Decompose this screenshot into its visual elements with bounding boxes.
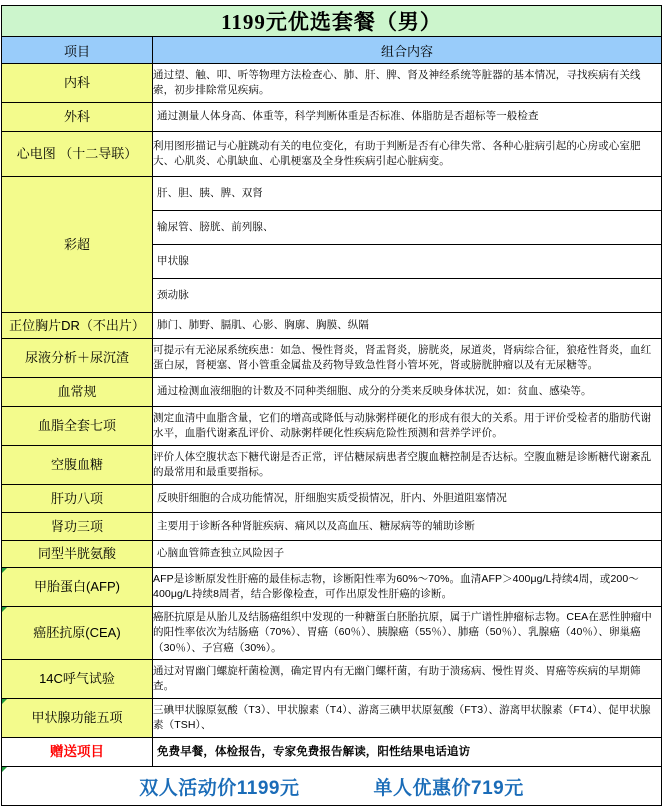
item-label: 甲状腺功能五项	[2, 699, 153, 738]
item-description: 癌胚抗原是从胎儿及结肠癌组织中发现的一种糖蛋白胚胎抗原，属于广谱性肿瘤标志物。CEA在恶性肿瘤中的阳性率依次为结肠癌（70%）、胃癌（60％）、胰腺癌（55％）、肺癌（50％）、乳腺癌（40％）、卵巢癌（30％）、子宫癌（30%）。	[153, 607, 662, 660]
table-row	[2, 513, 662, 541]
title-row	[2, 6, 662, 37]
package-table	[1, 5, 662, 806]
item-label: 外科	[2, 103, 153, 132]
table-row	[2, 177, 662, 211]
package-table-body	[2, 6, 662, 806]
item-label: 空腹血糖	[2, 446, 153, 485]
table-row-gift	[2, 738, 662, 767]
footer-row	[2, 767, 662, 806]
item-label: 14C呼气试验	[2, 660, 153, 699]
item-label: 心电图 （十二导联）	[2, 132, 153, 177]
table-row	[2, 485, 662, 513]
item-subdescription: 甲状腺	[153, 245, 662, 279]
column-header-content: 组合内容	[153, 37, 662, 64]
item-description: 评价人体空腹状态下糖代谢是否正常，评估糖尿病患者空腹血糖控制是否达标。空腹血糖是诊断糖代谢紊乱的最常用和最重要指标。	[153, 446, 662, 485]
item-label: 血常规	[2, 378, 153, 407]
table-row	[2, 313, 662, 339]
item-label: 血脂全套七项	[2, 407, 153, 446]
item-description: 通过测量人体身高、体重等，科学判断体重是否标准、体脂肪是否超标等一般检查	[153, 103, 662, 132]
table-row	[2, 446, 662, 485]
item-label: 甲胎蛋白(AFP)	[2, 568, 153, 607]
gift-item-label: 赠送项目	[2, 738, 153, 767]
price-single: 单人优惠价719元	[373, 777, 524, 799]
table-row	[2, 568, 662, 607]
table-row	[2, 541, 662, 568]
item-description: 通过望、触、叩、听等物理方法检查心、肺、肝、脾、肾及神经系统等脏器的基本情况，寻找疾病有关线索，初步排除常见疾病。	[153, 64, 662, 103]
item-subdescription: 输尿管、膀胱、前列腺、	[153, 211, 662, 245]
item-description: 通过检测血液细胞的计数及不同种类细胞、成分的分类来反映身体状况，如：贫血、感染等。	[153, 378, 662, 407]
table-row	[2, 132, 662, 177]
item-description: 反映肝细胞的合成功能情况，肝细胞实质受损情况，肝内、外胆道阻塞情况	[153, 485, 662, 513]
table-row	[2, 699, 662, 738]
item-description: 主要用于诊断各种肾脏疾病、痛风以及高血压、糖尿病等的辅助诊断	[153, 513, 662, 541]
item-description: 利用图形描记与心脏跳动有关的电位变化，有助于判断是否有心律失常、各种心脏病引起的心房或心室肥大、心肌炎、心肌缺血、心肌梗塞及全身性疾病引起心脏病变。	[153, 132, 662, 177]
item-label: 同型半胱氨酸	[2, 541, 153, 568]
table-row	[2, 103, 662, 132]
item-subdescription: 颈动脉	[153, 279, 662, 313]
price-double: 双人活动价1199元	[139, 777, 300, 799]
item-description: 测定血清中血脂含量，它们的增高或降低与动脉粥样硬化的形成有很大的关系。用于评价受检者的脂肪代谢水平，血脂代谢紊乱评价、动脉粥样硬化性疾病危险性预测和营养学评价。	[153, 407, 662, 446]
gift-item-description: 免费早餐，体检报告，专家免费报告解读，阳性结果电话追访	[153, 738, 662, 767]
item-description: 可提示有无泌尿系统疾患：如急、慢性肾炎，肾盂肾炎，膀胱炎，尿道炎，肾病综合征，狼疮性肾炎，血红蛋白尿，肾梗塞、肾小管重金属盐及药物导致急性肾小管坏死，肾或膀胱肿瘤以及有无尿糖等。	[153, 339, 662, 378]
item-label: 正位胸片DR（不出片）	[2, 313, 153, 339]
item-description: 心脑血管筛查独立风险因子	[153, 541, 662, 568]
table-row	[2, 407, 662, 446]
item-label: 彩超	[2, 177, 153, 313]
table-row	[2, 64, 662, 103]
item-subdescription: 肝、胆、胰、脾、双肾	[153, 177, 662, 211]
table-row	[2, 607, 662, 660]
item-description: 肺门、肺野、膈肌、心影、胸廓、胸膜、纵隔	[153, 313, 662, 339]
item-label: 癌胚抗原(CEA)	[2, 607, 153, 660]
item-label: 肝功八项	[2, 485, 153, 513]
header-row	[2, 37, 662, 64]
page-title: 1199元优选套餐（男）	[2, 6, 662, 37]
item-label: 尿液分析＋尿沉渣	[2, 339, 153, 378]
table-row	[2, 339, 662, 378]
item-description: 三碘甲状腺原氨酸（T3）、甲状腺素（T4）、游离三碘甲状原氨酸（FT3）、游离甲状腺素（FT4）、促甲状腺素（TSH）、	[153, 699, 662, 738]
item-description: 通过对胃幽门螺旋杆菌检测，确定胃内有无幽门螺杆菌，有助于溃疡病、慢性胃炎、胃癌等疾病的早期筛查。	[153, 660, 662, 699]
item-label: 内科	[2, 64, 153, 103]
table-row	[2, 378, 662, 407]
item-label: 肾功三项	[2, 513, 153, 541]
column-header-item: 项目	[2, 37, 153, 64]
item-description: AFP是诊断原发性肝癌的最佳标志物，诊断阳性率为60%～70%。血清AFP＞400μg/L持续4周，或200～400μg/L持续8周者，结合影像检查，可作出原发性肝癌的诊断。	[153, 568, 662, 607]
package-sheet	[0, 5, 672, 799]
price-footer	[2, 767, 662, 806]
table-row	[2, 660, 662, 699]
